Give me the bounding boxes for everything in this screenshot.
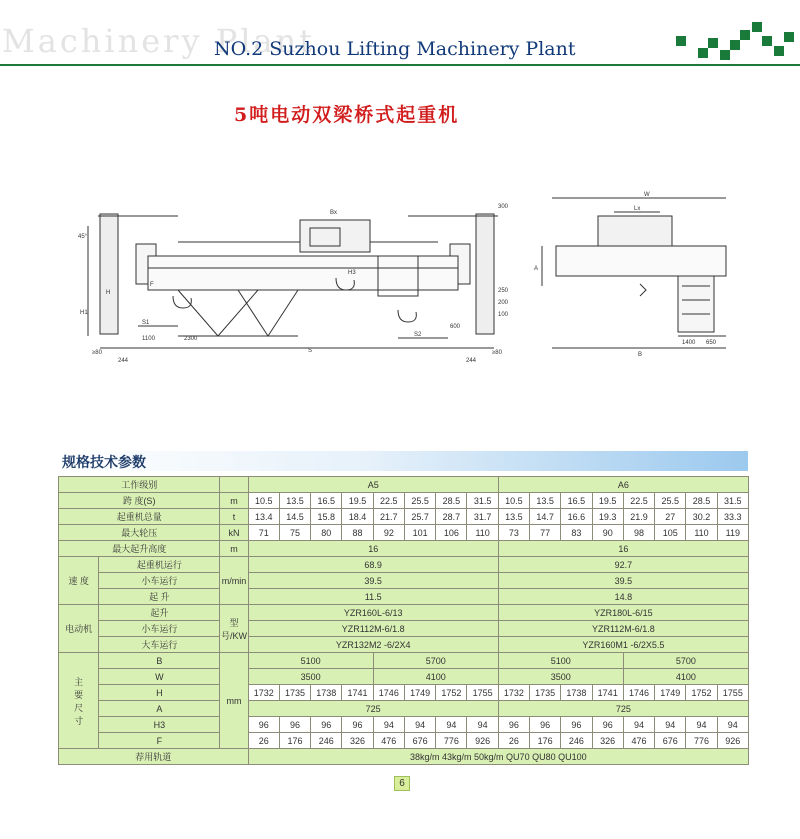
table-cell: 676	[404, 733, 435, 749]
table-cell: 19.5	[342, 493, 373, 509]
table-cell: 13.5	[498, 509, 529, 525]
table-cell: 1741	[592, 685, 623, 701]
row-label: 最大轮压	[59, 525, 220, 541]
table-cell: 1741	[342, 685, 373, 701]
table-cell: 94	[404, 717, 435, 733]
row-label: F	[99, 733, 220, 749]
table-row	[59, 701, 749, 717]
table-cell: YZR112M-6/1.8	[498, 621, 748, 637]
header-divider	[0, 64, 800, 66]
dim-label: Lx	[634, 206, 641, 212]
table-cell: 22.5	[623, 493, 654, 509]
dim-label: 1100	[142, 336, 155, 342]
table-cell: 476	[373, 733, 404, 749]
table-cell: 92	[373, 525, 404, 541]
table-row	[59, 621, 749, 637]
table-cell: 28.5	[436, 493, 467, 509]
table-cell: 5100	[498, 653, 623, 669]
table-cell: 96	[342, 717, 373, 733]
table-cell: 4100	[623, 669, 748, 685]
table-row	[59, 493, 749, 509]
dim-label: S1	[142, 320, 150, 326]
table-cell: 15.8	[311, 509, 342, 525]
table-cell: 110	[467, 525, 498, 541]
table-cell: 39.5	[498, 573, 748, 589]
spec-table	[58, 476, 749, 765]
dim-label: 2300	[184, 336, 198, 342]
row-label: 起升	[99, 605, 220, 621]
table-cell: 30.2	[686, 509, 717, 525]
dim-label: F	[150, 282, 154, 288]
dim-label: 244	[118, 358, 129, 364]
table-cell: 18.4	[342, 509, 373, 525]
table-row	[59, 573, 749, 589]
table-cell: 16	[248, 541, 498, 557]
table-cell: 16.5	[311, 493, 342, 509]
table-cell: 1735	[279, 685, 310, 701]
table-cell: 96	[530, 717, 561, 733]
table-cell: 94	[717, 717, 748, 733]
table-cell: 326	[342, 733, 373, 749]
table-cell: 75	[279, 525, 310, 541]
table-cell: 19.5	[592, 493, 623, 509]
table-cell: 19.3	[592, 509, 623, 525]
table-cell: 246	[311, 733, 342, 749]
table-cell: YZR160L-6/13	[248, 605, 498, 621]
crane-drawing	[78, 186, 748, 371]
header-title: NO.2 Suzhou Lifting Machinery Plant	[214, 38, 576, 60]
row-label: 大车运行	[99, 637, 220, 653]
table-row	[59, 653, 749, 669]
table-row	[59, 717, 749, 733]
table-cell: 25.5	[404, 493, 435, 509]
table-cell: 96	[279, 717, 310, 733]
table-cell: 1746	[623, 685, 654, 701]
dim-label: 250	[498, 288, 509, 294]
page-header	[0, 0, 800, 70]
table-cell: 326	[592, 733, 623, 749]
table-row	[59, 557, 749, 573]
dim-label: 200	[498, 300, 509, 306]
table-cell: 16	[498, 541, 748, 557]
dim-label: Bx	[330, 210, 338, 216]
table-cell: 110	[686, 525, 717, 541]
table-row	[59, 477, 749, 493]
table-row	[59, 605, 749, 621]
table-cell: 94	[467, 717, 498, 733]
table-cell: 28.7	[436, 509, 467, 525]
table-cell: 1749	[655, 685, 686, 701]
table-cell: 21.7	[373, 509, 404, 525]
table-cell: 27	[655, 509, 686, 525]
table-cell: 38kg/m 43kg/m 50kg/m QU70 QU80 QU100	[248, 749, 748, 765]
table-cell: 1746	[373, 685, 404, 701]
dim-label: S2	[414, 332, 422, 338]
table-cell: 176	[530, 733, 561, 749]
group-a5: A5	[248, 477, 498, 493]
table-cell: 3500	[248, 669, 373, 685]
table-cell: 106	[436, 525, 467, 541]
table-cell: 98	[623, 525, 654, 541]
dim-label: 45°	[78, 234, 88, 240]
table-cell: 1752	[436, 685, 467, 701]
table-cell: 476	[623, 733, 654, 749]
table-row	[59, 589, 749, 605]
main-title: 5吨电动双梁桥式起重机	[234, 104, 460, 126]
table-cell: 13.5	[530, 493, 561, 509]
table-row	[59, 541, 749, 557]
table-cell: 776	[686, 733, 717, 749]
table-cell: 25.7	[404, 509, 435, 525]
table-cell: 3500	[498, 669, 623, 685]
table-cell: 14.8	[498, 589, 748, 605]
unit-cell: m/min	[220, 557, 248, 605]
table-cell: 68.9	[248, 557, 498, 573]
table-cell: YZR180L-6/15	[498, 605, 748, 621]
row-label: 小车运行	[99, 621, 220, 637]
table-cell: 926	[717, 733, 748, 749]
table-cell: 96	[592, 717, 623, 733]
table-cell: 88	[342, 525, 373, 541]
table-cell: 119	[717, 525, 748, 541]
table-row	[59, 509, 749, 525]
table-cell: 101	[404, 525, 435, 541]
table-cell: 90	[592, 525, 623, 541]
table-cell: 776	[436, 733, 467, 749]
row-label: 跨 度(S)	[59, 493, 220, 509]
dim-label: H3	[348, 270, 356, 276]
table-cell: 5100	[248, 653, 373, 669]
table-row	[59, 733, 749, 749]
unit-cell: 型号/KW	[220, 605, 248, 653]
dim-label: B	[638, 352, 643, 358]
table-cell: 1732	[248, 685, 279, 701]
table-cell: 28.5	[686, 493, 717, 509]
table-row	[59, 749, 749, 765]
table-cell: 14.5	[279, 509, 310, 525]
dim-label: ≥80	[492, 350, 502, 356]
unit-cell: t	[220, 509, 248, 525]
table-cell: 26	[498, 733, 529, 749]
table-cell: 1732	[498, 685, 529, 701]
page-number: 6	[394, 776, 410, 791]
row-label: B	[99, 653, 220, 669]
section-header-bar	[55, 451, 748, 471]
table-cell: 1755	[467, 685, 498, 701]
side-view	[542, 198, 726, 348]
table-cell: 5700	[623, 653, 748, 669]
row-label: A	[99, 701, 220, 717]
table-cell: 31.5	[717, 493, 748, 509]
unit-cell: m	[220, 493, 248, 509]
table-row	[59, 637, 749, 653]
dim-label: W	[644, 192, 650, 198]
table-cell: 83	[561, 525, 592, 541]
table-cell: 96	[248, 717, 279, 733]
table-cell: 1752	[686, 685, 717, 701]
group-a6: A6	[498, 477, 748, 493]
table-cell: 1755	[717, 685, 748, 701]
unit-cell: kN	[220, 525, 248, 541]
table-cell: 94	[436, 717, 467, 733]
table-cell: 21.9	[623, 509, 654, 525]
table-cell: 94	[686, 717, 717, 733]
group-label-motor: 电动机	[59, 605, 99, 653]
table-cell: YZR112M-6/1.8	[248, 621, 498, 637]
table-cell: 1749	[404, 685, 435, 701]
table-cell: 1735	[530, 685, 561, 701]
table-cell: 77	[530, 525, 561, 541]
row-label: 起重机运行	[99, 557, 220, 573]
table-cell: 926	[467, 733, 498, 749]
header-ghost-text: Machinery Plant	[2, 22, 316, 60]
table-cell: 1738	[311, 685, 342, 701]
table-cell: 94	[655, 717, 686, 733]
table-cell: 92.7	[498, 557, 748, 573]
unit-cell: m	[220, 541, 248, 557]
row-label: 最大起升高度	[59, 541, 220, 557]
row-label: 小车运行	[99, 573, 220, 589]
dim-label: H	[106, 290, 111, 296]
table-cell: 1738	[561, 685, 592, 701]
dim-label: 600	[450, 324, 461, 330]
table-cell: 96	[561, 717, 592, 733]
table-cell: 11.5	[248, 589, 498, 605]
table-cell: 725	[248, 701, 498, 717]
table-cell: 14.7	[530, 509, 561, 525]
table-cell: 4100	[373, 669, 498, 685]
table-cell: 96	[311, 717, 342, 733]
dim-label: A	[534, 266, 539, 272]
table-cell: YZR160M1 -6/2X5.5	[498, 637, 748, 653]
table-cell: 94	[373, 717, 404, 733]
dim-label: H1	[80, 310, 88, 316]
table-cell: 246	[561, 733, 592, 749]
table-cell: 33.3	[717, 509, 748, 525]
table-cell: 22.5	[373, 493, 404, 509]
table-row	[59, 685, 749, 701]
table-cell: 16.6	[561, 509, 592, 525]
table-cell: 13.5	[279, 493, 310, 509]
dim-label: 100	[498, 312, 509, 318]
dim-label: S	[308, 348, 313, 354]
front-view	[88, 214, 498, 348]
table-cell: 725	[498, 701, 748, 717]
table-cell: 73	[498, 525, 529, 541]
row-label: 荐用轨道	[59, 749, 249, 765]
table-cell: 10.5	[498, 493, 529, 509]
dim-label: 650	[706, 340, 717, 346]
table-cell: 31.7	[467, 509, 498, 525]
table-cell: 25.5	[655, 493, 686, 509]
unit-cell: mm	[220, 653, 248, 749]
table-cell: 10.5	[248, 493, 279, 509]
table-cell: 31.5	[467, 493, 498, 509]
section-title: 规格技术参数	[62, 455, 146, 471]
dim-label: 300	[498, 204, 509, 210]
row-label: H	[99, 685, 220, 701]
table-row	[59, 525, 749, 541]
row-label: 工作级别	[59, 477, 220, 493]
row-label: H3	[99, 717, 220, 733]
dim-label: 1400	[682, 340, 696, 346]
group-label-speed: 速 度	[59, 557, 99, 605]
group-label-dims: 主要尺寸	[59, 653, 99, 749]
table-cell: 176	[279, 733, 310, 749]
row-label: 起重机总量	[59, 509, 220, 525]
table-cell: 16.5	[561, 493, 592, 509]
table-cell: 5700	[373, 653, 498, 669]
table-cell: 105	[655, 525, 686, 541]
table-cell: 80	[311, 525, 342, 541]
table-cell: 676	[655, 733, 686, 749]
table-cell: 13.4	[248, 509, 279, 525]
table-cell: 26	[248, 733, 279, 749]
row-label: W	[99, 669, 220, 685]
table-cell: 94	[623, 717, 654, 733]
table-cell: YZR132M2 -6/2X4	[248, 637, 498, 653]
dim-label: 244	[466, 358, 477, 364]
table-cell: 39.5	[248, 573, 498, 589]
table-row	[59, 669, 749, 685]
row-label: 起 升	[99, 589, 220, 605]
dim-label: ≥80	[92, 350, 102, 356]
table-cell: 71	[248, 525, 279, 541]
table-cell: 96	[498, 717, 529, 733]
